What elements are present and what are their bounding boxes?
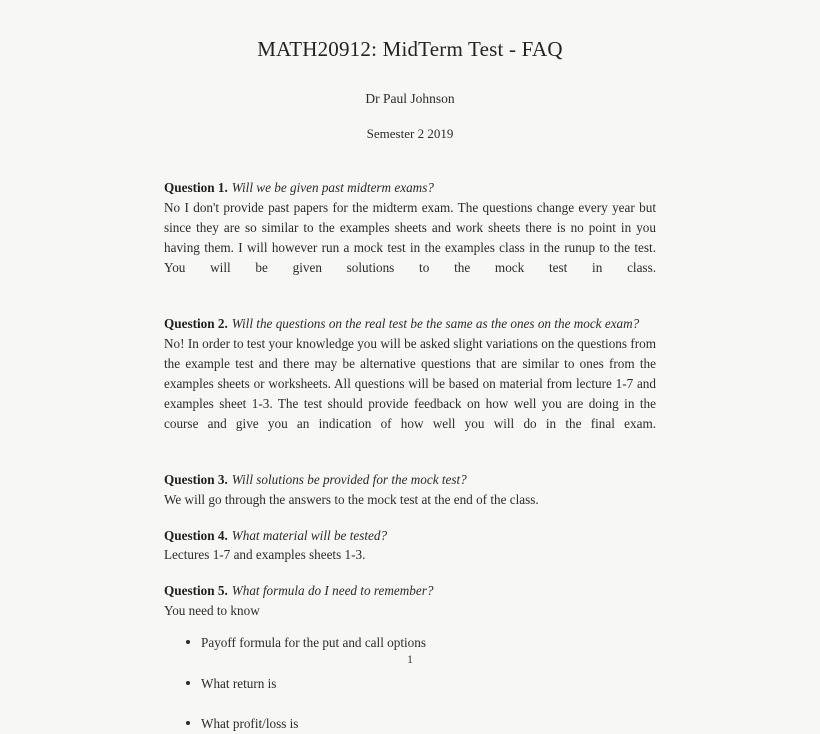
page-number: 1 <box>407 652 413 666</box>
faq-content <box>164 142 656 734</box>
bullet-icon <box>186 681 190 685</box>
list-item-label: What return is <box>201 675 277 691</box>
answer-text: Lectures 1-7 and examples sheets 1-3. <box>164 547 366 563</box>
question-label: Question 4. <box>164 527 228 543</box>
formula-list <box>164 633 656 734</box>
faq-entry <box>164 178 656 298</box>
faq-entry <box>164 314 656 454</box>
question-text: What material will be tested? <box>231 527 388 543</box>
document-author: Dr Paul Johnson <box>365 91 455 107</box>
list-item <box>186 674 656 694</box>
question-heading <box>164 178 656 198</box>
list-item <box>186 714 656 734</box>
answer-text: No! In order to test your knowledge you will be asked slight variations on the questions from the example test and there may be alternative questions that are similar to ones from the examples sheets or worksheets. All questions will be based on material from lecture 1-7 and examples sheet 1-3. The test should provide feedback on how well you are doing in the course and give you an indication of how well you will do in the final exam. <box>164 335 656 431</box>
answer-text: We will go through the answers to the mock test at the end of the class. <box>164 491 539 507</box>
question-label: Question 5. <box>164 583 228 599</box>
answer-text: You need to know <box>164 602 260 618</box>
question-heading <box>164 526 656 546</box>
question-text: What formula do I need to remember? <box>231 583 434 599</box>
faq-entry <box>164 526 656 566</box>
list-item-label: Payoff formula for the put and call options <box>201 634 426 650</box>
list-item-label: What profit/loss is <box>201 716 299 732</box>
question-label: Question 2. <box>164 316 228 332</box>
bullet-icon <box>186 721 190 725</box>
question-heading <box>164 470 656 490</box>
question-label: Question 1. <box>164 180 228 196</box>
question-text: Will we be given past midterm exams? <box>231 180 434 196</box>
answer-text: No I don't provide past papers for the midterm exam. The questions change every year but since they are so similar to the examples sheets and work sheets there is no point in you having them. I will however run a mock test in the examples class in the runup to the test. You will be given solutions to the mock test in class. <box>164 199 656 275</box>
question-text: Will solutions be provided for the mock test? <box>231 472 467 487</box>
question-text: Will the questions on the real test be the same as the ones on the mock exam? <box>231 316 640 332</box>
list-item <box>186 633 656 653</box>
bullet-icon <box>186 640 190 644</box>
question-heading <box>164 314 656 334</box>
title-block <box>0 0 820 142</box>
page-title: MATH20912: MidTerm Test - FAQ <box>257 37 563 61</box>
question-label: Question 3. <box>164 472 228 487</box>
faq-entry <box>164 470 656 510</box>
question-heading <box>164 581 656 601</box>
document-date: Semester 2 2019 <box>366 126 454 142</box>
